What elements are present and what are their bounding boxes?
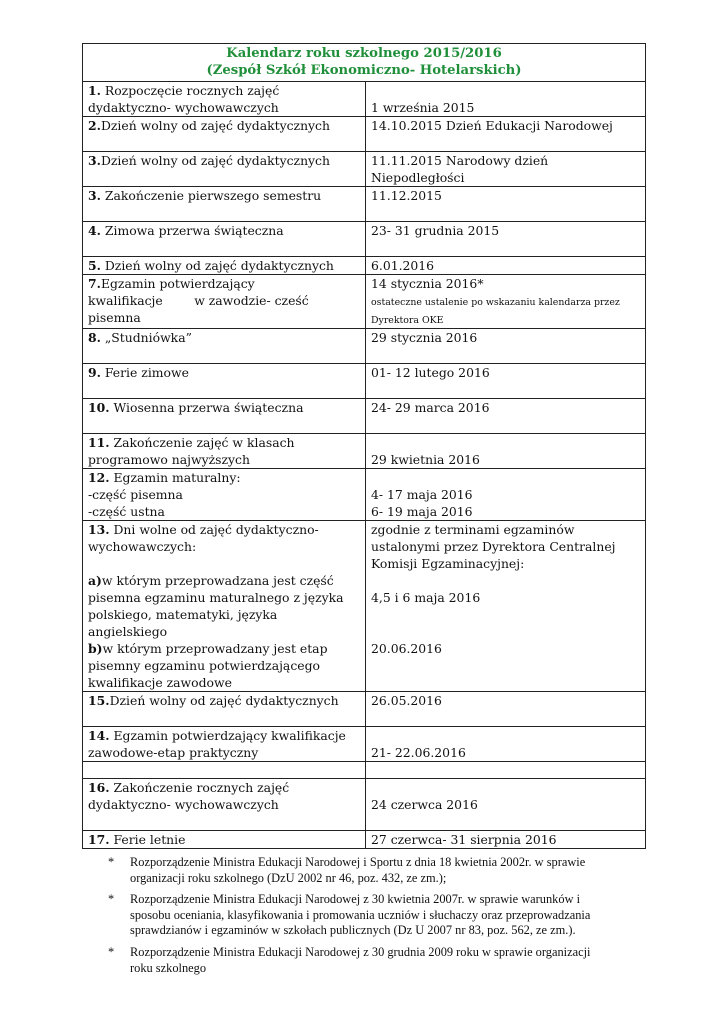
event-cell [83, 831, 366, 849]
footnote-text: Rozporządzenie Ministra Edukacji Narodowej z 30 grudnia 2009 roku w sprawie organizacji roku szkolnego [130, 944, 591, 975]
table-row [83, 275, 646, 329]
calendar-table [82, 43, 646, 849]
event-date: 6.01.2016 [371, 258, 435, 273]
table-row [83, 257, 646, 275]
event-cell [83, 275, 366, 329]
date-cell [366, 364, 646, 399]
table-row [83, 831, 646, 849]
footnote [82, 855, 610, 886]
empty-cell [83, 762, 366, 779]
event-label-line: pisemna [88, 310, 141, 325]
table-row [83, 329, 646, 364]
table-row [83, 779, 646, 831]
event-number: 9. [88, 365, 101, 380]
footnote-mark: * [108, 855, 115, 869]
date-cell [366, 434, 646, 469]
date-cell [366, 329, 646, 364]
table-row [83, 521, 646, 692]
event-number: 7. [88, 276, 101, 291]
event-label: Rozpoczęcie rocznych zajęć [100, 83, 280, 98]
event-cell [83, 399, 366, 434]
date-cell [366, 727, 646, 762]
event-label: Zakończenie pierwszego semestru [100, 188, 322, 203]
date-cell [366, 187, 646, 222]
event-label: Egzamin potwierdzający [100, 276, 255, 291]
footnote-text: Rozporządzenie Ministra Edukacji Narodowej z 30 kwietnia 2007r. w sprawie warunków i sposobu oceniania, klasyfikowania i promowania uczniów i słuchaczy oraz przeprowadzania sprawdzianów i egzaminów w szkołach publicznych (Dz U 2007 nr 83, poz. 562, ze zm.). [130, 892, 591, 938]
title-row [83, 44, 646, 82]
sub-item-b [88, 640, 360, 691]
title-line-1: Kalendarz roku szkolnego 2015/2016 [226, 46, 502, 61]
event-number: 3. [88, 188, 101, 203]
event-label: Dzień wolny od zajęć dydaktycznych [100, 118, 330, 133]
footnote-text: Rozporządzenie Ministra Edukacji Narodowej i Sportu z dnia 18 kwietnia 2002r. w sprawie organizacji roku szkolnego (DzU 2002 nr 46, poz. 432, ze zm.); [130, 855, 586, 885]
event-number: 15. [88, 693, 110, 708]
event-number: 4. [88, 223, 101, 238]
date-cell [366, 779, 646, 831]
event-label: Zakończenie rocznych zajęć [109, 780, 290, 795]
event-cell [83, 692, 366, 727]
event-number: 3. [88, 153, 101, 168]
event-label: Zakończenie zajęć w klasach [109, 435, 295, 450]
event-date: 11.12.2015 [371, 188, 442, 203]
sub-item-a [88, 572, 360, 640]
table-row [83, 399, 646, 434]
event-date: 29 stycznia 2016 [371, 330, 478, 345]
event-number: 12. [88, 470, 110, 485]
event-label: Wiosenna przerwa świąteczna [109, 400, 304, 415]
table-row [83, 82, 646, 117]
event-number: 11. [88, 435, 110, 450]
event-label: Egzamin maturalny: [109, 470, 241, 485]
event-date: 01- 12 lutego 2016 [371, 365, 490, 380]
event-cell [83, 521, 366, 692]
event-date: 24- 29 marca 2016 [371, 400, 490, 415]
event-label: Zimowa przerwa świąteczna [100, 223, 284, 238]
table-row [83, 364, 646, 399]
sub-item-marker: b) [88, 641, 103, 656]
event-number: 10. [88, 400, 110, 415]
event-label: Dzień wolny od zajęć dydaktycznych [100, 258, 334, 273]
table-row [83, 434, 646, 469]
date-cell [366, 399, 646, 434]
event-date-b: 20.06.2016 [371, 641, 442, 656]
date-cell [366, 152, 646, 187]
event-cell [83, 434, 366, 469]
event-label-line: programowo najwyższych [88, 452, 250, 467]
event-cell [83, 469, 366, 521]
event-label-line: wychowawczych: [88, 539, 197, 554]
event-number: 14. [88, 728, 110, 743]
date-cell [366, 831, 646, 849]
event-date: 4- 17 maja 2016 [371, 487, 473, 502]
event-cell [83, 82, 366, 117]
sub-item-text: w którym przeprowadzany jest etap pisemny egzaminu potwierdzającego kwalifikacje zawodowe [88, 641, 328, 690]
calendar-page [82, 43, 644, 982]
event-cell [83, 117, 366, 152]
sub-item-marker: a) [88, 573, 102, 588]
event-label: Ferie letnie [109, 832, 186, 847]
footnote [82, 945, 610, 976]
event-date: 14 stycznia 2016* [371, 276, 484, 291]
table-title [83, 44, 646, 82]
table-row [83, 152, 646, 187]
table-row [83, 187, 646, 222]
event-cell [83, 257, 366, 275]
table-row [83, 222, 646, 257]
footnote-mark: * [108, 892, 115, 907]
footnotes [82, 855, 644, 976]
date-cell [366, 82, 646, 117]
event-cell [83, 779, 366, 831]
event-date: 27 czerwca- 31 sierpnia 2016 [371, 832, 557, 847]
event-label-line: kwalifikacje w zawodzie- cześć [88, 293, 309, 308]
event-date: 21- 22.06.2016 [371, 745, 466, 760]
event-date: zgodnie z terminami egzaminów ustalonymi przez Dyrektora Centralnej Komisji Egzaminacyjnej: [371, 522, 616, 571]
event-label: Dni wolne od zajęć dydaktyczno- [109, 522, 319, 537]
event-date: 11.11.2015 Narodowy dzień [371, 153, 549, 168]
event-label-line: zawodowe-etap praktyczny [88, 745, 259, 760]
event-date: 1 września 2015 [371, 100, 475, 115]
date-cell [366, 469, 646, 521]
event-date-line: Niepodległości [371, 170, 465, 185]
sub-item-text: w którym przeprowadzana jest część pisemna egzaminu maturalnego z języka polskiego, matematyki, języka angielskiego [88, 573, 344, 639]
date-cell [366, 521, 646, 692]
event-label: Dzień wolny od zajęć dydaktycznych [109, 693, 339, 708]
table-row [83, 117, 646, 152]
event-label-line: -część ustna [88, 504, 165, 519]
date-cell [366, 222, 646, 257]
event-date: 24 czerwca 2016 [371, 797, 478, 812]
event-date: 29 kwietnia 2016 [371, 452, 480, 467]
event-date-a: 4,5 i 6 maja 2016 [371, 590, 481, 605]
event-label: „Studniówka” [100, 330, 192, 345]
table-row [83, 727, 646, 762]
event-number: 17. [88, 832, 110, 847]
event-date: 14.10.2015 Dzień Edukacji Narodowej [371, 118, 613, 133]
footnote-mark: * [108, 944, 115, 959]
event-date-line: 6- 19 maja 2016 [371, 504, 473, 519]
event-label-line: dydaktyczno- wychowawczych [88, 100, 279, 115]
table-row [83, 469, 646, 521]
event-number: 16. [88, 780, 110, 795]
date-cell [366, 692, 646, 727]
event-date: 23- 31 grudnia 2015 [371, 223, 500, 238]
event-label-line: -część pisemna [88, 487, 183, 502]
event-date: 26.05.2016 [371, 693, 442, 708]
event-date-note: ostateczne ustalenie po wskazaniu kalendarza przez Dyrektora OKE [371, 297, 620, 326]
event-number: 5. [88, 258, 101, 273]
date-cell [366, 275, 646, 329]
event-cell [83, 727, 366, 762]
event-number: 8. [88, 330, 101, 345]
empty-row [83, 762, 646, 779]
event-label: Dzień wolny od zajęć dydaktycznych [100, 153, 330, 168]
event-label-line: dydaktyczno- wychowawczych [88, 797, 279, 812]
event-number: 13. [88, 522, 110, 537]
title-line-2: (Zespół Szkół Ekonomiczno- Hotelarskich) [206, 63, 522, 78]
footnote [82, 892, 610, 939]
date-cell [366, 117, 646, 152]
event-cell [83, 222, 366, 257]
event-cell [83, 152, 366, 187]
date-cell [366, 257, 646, 275]
empty-cell [366, 762, 646, 779]
event-cell [83, 364, 366, 399]
event-label: Ferie zimowe [100, 365, 189, 380]
event-cell [83, 329, 366, 364]
event-number: 1. [88, 83, 101, 98]
event-number: 2. [88, 118, 101, 133]
event-cell [83, 187, 366, 222]
table-row [83, 692, 646, 727]
event-label: Egzamin potwierdzający kwalifikacje [109, 728, 346, 743]
